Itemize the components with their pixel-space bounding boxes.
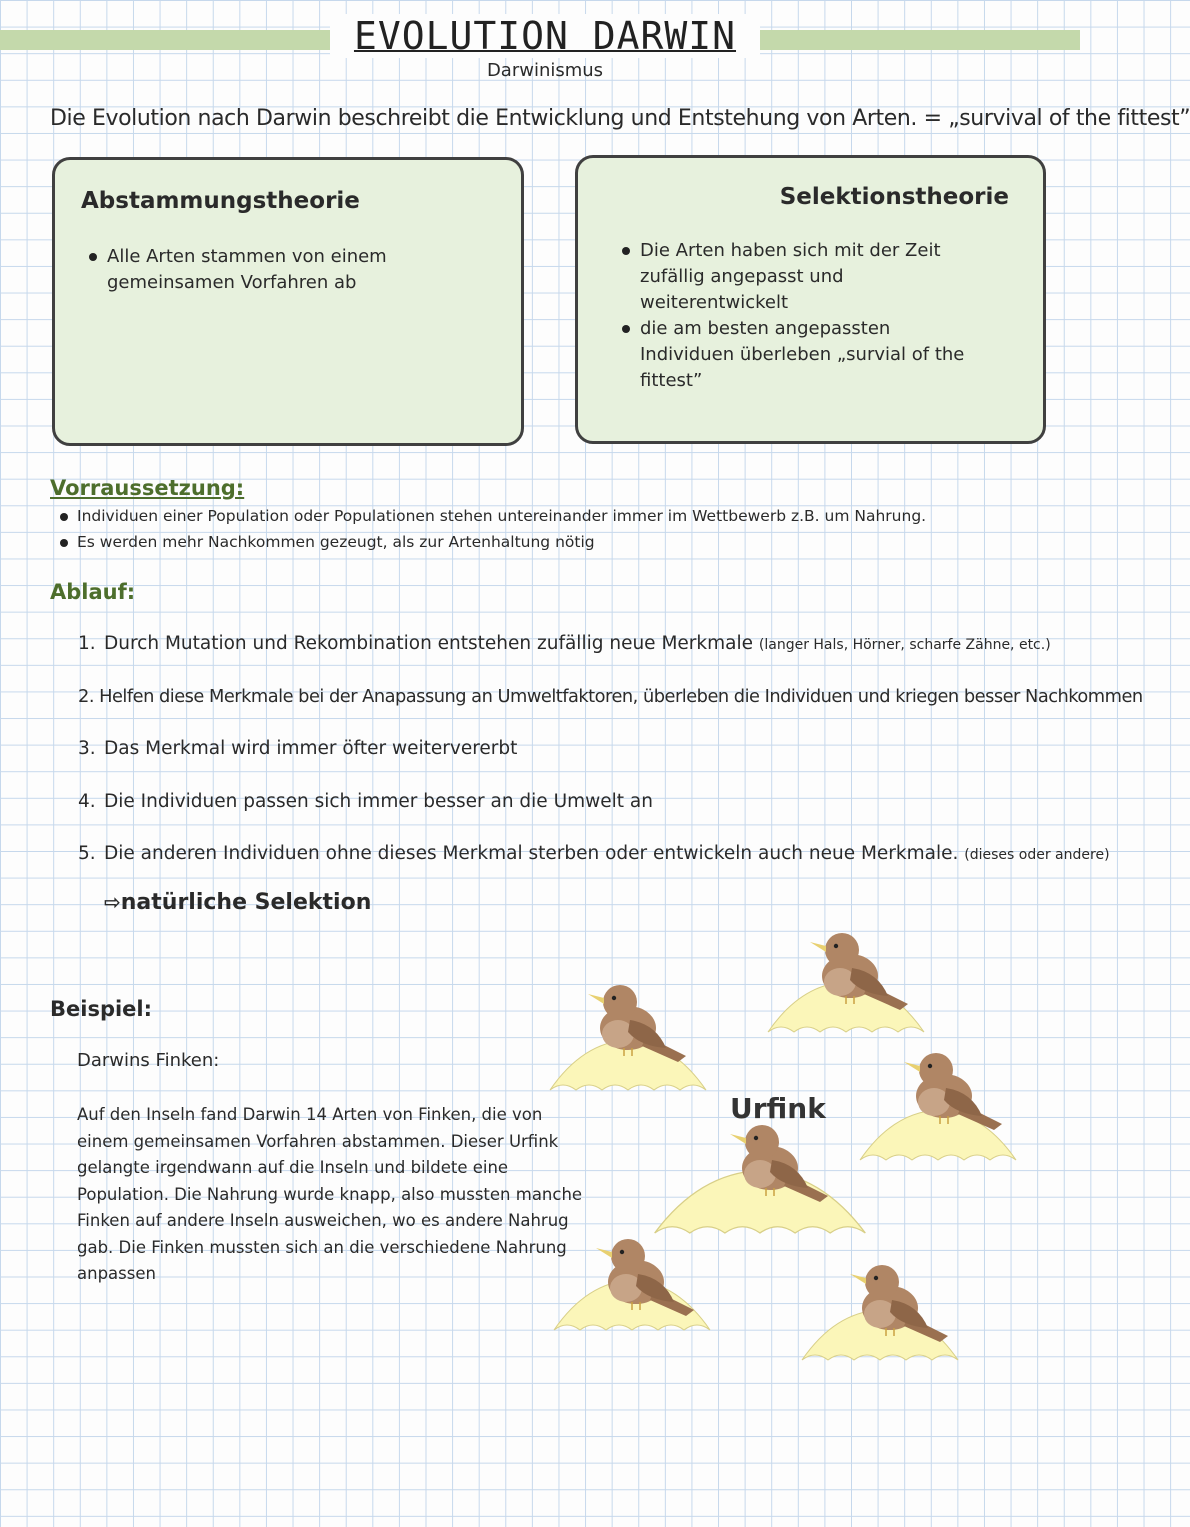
urfink-label: Urfink bbox=[730, 1092, 826, 1125]
urfink-bird bbox=[730, 1125, 828, 1202]
card-selektionstheorie bbox=[575, 155, 1046, 444]
finch-1 bbox=[588, 985, 686, 1062]
finch-island-4 bbox=[554, 1280, 710, 1330]
step-text: Das Merkmal wird immer öfter weitervererbt bbox=[104, 738, 518, 759]
header-band-right bbox=[755, 30, 1080, 50]
finch-island-3 bbox=[860, 1110, 1016, 1160]
voraussetzung-item-1 bbox=[60, 503, 926, 529]
ablauf-step-3 bbox=[78, 738, 517, 759]
step-note: (dieses oder andere) bbox=[964, 847, 1110, 863]
step-text: Die Individuen passen sich immer besser an die Umwelt an bbox=[104, 791, 653, 812]
step-number: 5. bbox=[78, 843, 96, 864]
step-text: Helfen diese Merkmale bei der Anapassung an Umweltfaktoren, überleben die Individuen und kriegen besser Nachkommen bbox=[99, 686, 1143, 707]
ablauf-step-2 bbox=[78, 686, 1143, 707]
card-title-selektion: Selektionstheorie bbox=[779, 184, 1009, 210]
step-number: 4. bbox=[78, 791, 96, 812]
ablauf-result bbox=[104, 890, 371, 915]
ablauf-step-1 bbox=[78, 633, 1051, 654]
ablauf-step-4 bbox=[78, 791, 653, 812]
arrow-right-icon: ⇨ bbox=[104, 890, 121, 914]
finch-4 bbox=[596, 1239, 694, 1316]
finch-5 bbox=[850, 1265, 948, 1342]
finch-island-5 bbox=[802, 1310, 958, 1360]
bullet-dot bbox=[60, 539, 68, 547]
finch-2 bbox=[810, 933, 908, 1010]
ablauf-heading: Ablauf: bbox=[50, 580, 136, 604]
beispiel-text: Auf den Inseln fand Darwin 14 Arten von Finken, die von einem gemeinsamen Vorfahren abstammen. Dieser Urfink gelangte irgendwann auf die Inseln und bildete eine Population. Die Nahrung wurde knapp, also mussten manche Finken auf andere Inseln ausweichen, wo es andere Nahrug gab. Die Finken mussten sich an die verschiedene Nahrung anpassen bbox=[77, 1105, 583, 1283]
voraussetzung-list bbox=[60, 503, 926, 555]
finch-island-2 bbox=[768, 982, 924, 1032]
card-abstammungstheorie bbox=[52, 157, 524, 446]
step-number: 3. bbox=[78, 738, 96, 759]
step-number: 1. bbox=[78, 633, 96, 654]
page-subtitle: Darwinismus bbox=[486, 60, 604, 81]
page-title: EVOLUTION DARWIN bbox=[330, 14, 760, 58]
step-text: Durch Mutation und Rekombination entstehen zufällig neue Merkmale bbox=[104, 633, 753, 654]
voraussetzung-heading: Vorraussetzung: bbox=[50, 476, 245, 500]
selektion-bullet-1: Die Arten haben sich mit der Zeit zufällig angepasst und weiterentwickelt bbox=[640, 238, 990, 316]
card-title-abstammung: Abstammungstheorie bbox=[81, 188, 360, 214]
voraussetzung-item-2 bbox=[60, 529, 926, 555]
urfink-island bbox=[655, 1171, 866, 1234]
voraussetzung-text-2: Es werden mehr Nachkommen gezeugt, als zur Artenhaltung nötig bbox=[77, 533, 595, 551]
intro-text: Die Evolution nach Darwin beschreibt die Entwicklung und Entstehung von Arten. = „survival of the fittest” bbox=[50, 106, 1190, 131]
beispiel-subheading: Darwins Finken: bbox=[77, 1050, 220, 1071]
step-text: Die anderen Individuen ohne dieses Merkmal sterben oder entwickeln auch neue Merkmale. bbox=[104, 843, 959, 864]
bullet-dot bbox=[60, 513, 68, 521]
step-note: (langer Hals, Hörner, scharfe Zähne, etc.) bbox=[758, 637, 1051, 653]
ablauf-step-5 bbox=[78, 843, 1110, 864]
step-number: 2. bbox=[78, 686, 94, 707]
abstammung-bullet-1: Alle Arten stammen von einem gemeinsamen Vorfahren ab bbox=[107, 244, 487, 296]
finch-3 bbox=[904, 1053, 1002, 1130]
selektion-bullet-2: die am besten angepassten Individuen überleben „survial of the fittest” bbox=[640, 316, 970, 394]
result-text: natürliche Selektion bbox=[120, 890, 372, 915]
finch-island-1 bbox=[550, 1040, 706, 1090]
header-band-left bbox=[0, 30, 335, 50]
voraussetzung-text-1: Individuen einer Population oder Populationen stehen untereinander immer im Wettbewerb z.B. um Nahrung. bbox=[77, 507, 927, 525]
beispiel-heading: Beispiel: bbox=[50, 997, 153, 1021]
